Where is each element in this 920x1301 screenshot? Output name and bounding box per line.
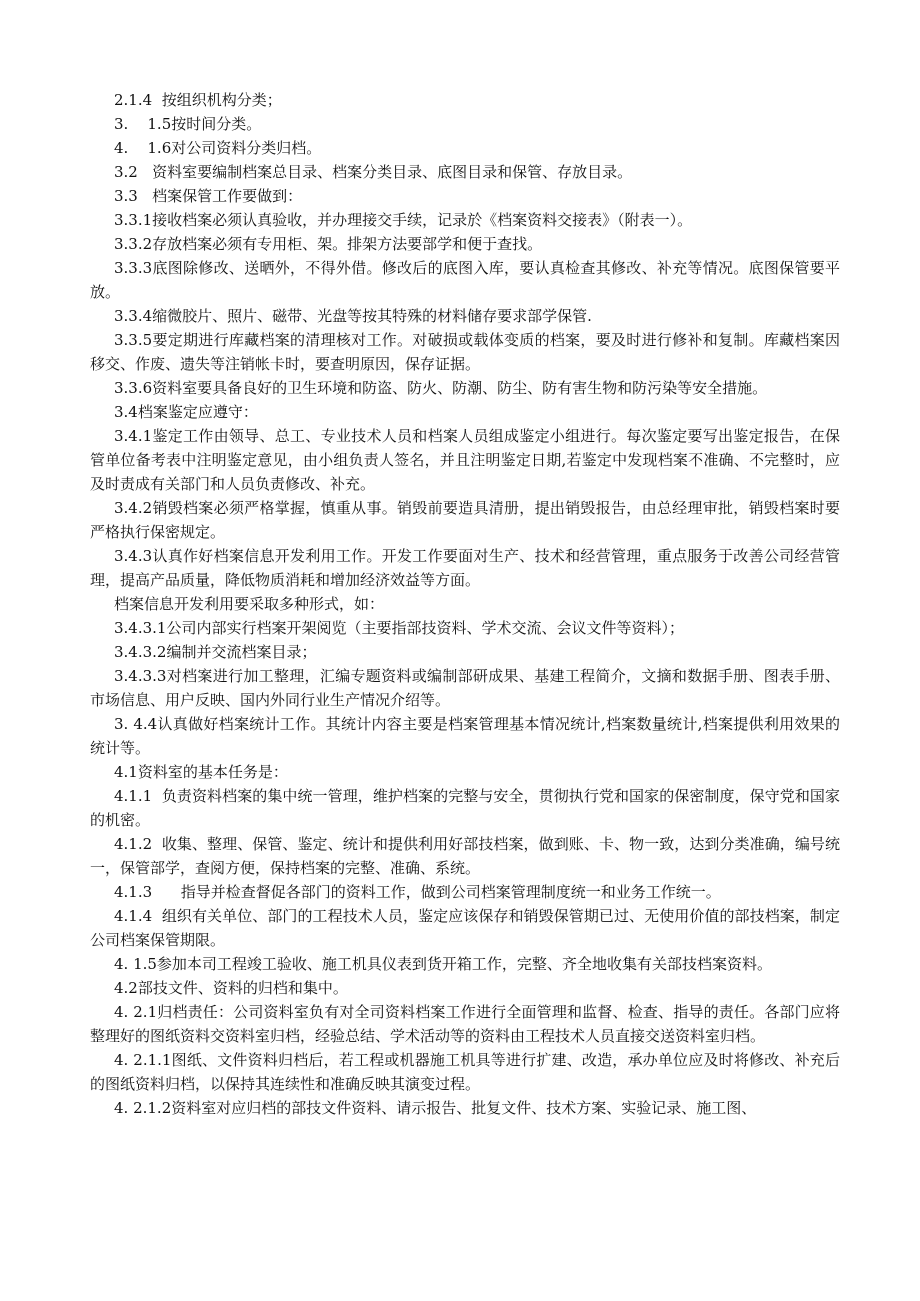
paragraph-28: 4. 2.1归档责任：公司资料室负有对全司资料档案工作进行全面管理和监督、检查、指导的责任。各部门应将整理好的图纸资料交资料室归档，经验总结、学术活动等的资料由工程技术人员直接交送资料室归档。: [90, 1003, 840, 1045]
paragraph-1: 2.1.4 按组织机构分类；: [114, 91, 282, 109]
paragraph-15: 3.4.3认真作好档案信息开发利用工作。开发工作要面对生产、技术和经营管理，重点服务于改善公司经营管理，提高产品质量，降低物质消耗和增加经济效益等方面。: [90, 547, 840, 589]
paragraph-10: 3.3.5要定期进行库藏档案的清理核对工作。对破损或载体变质的档案，要及时进行修补和复制。库藏档案因移交、作废、遗失等注销帐卡时，要查明原因，保存证据。: [90, 331, 840, 373]
paragraph-11: 3.3.6资料室要具备良好的卫生环境和防盗、防火、防潮、防尘、防有害生物和防污染等安全措施。: [114, 379, 768, 397]
paragraph-17: 3.4.3.1公司内部实行档案开架阅览（主要指部技资料、学术交流、会议文件等资料）；: [114, 619, 684, 637]
paragraph-12: 3.4档案鉴定应遵守：: [114, 403, 258, 421]
paragraph-29: 4. 2.1.1图纸、文件资料归档后，若工程或机器施工机具等进行扩建、改造，承办单位应及时将修改、补充后的图纸资料归档，以保持其连续性和准确反映其演变过程。: [90, 1051, 840, 1093]
paragraph-16: 档案信息开发利用要采取多种形式，如：: [114, 595, 385, 613]
paragraph-25: 4.1.4 组织有关单位、部门的工程技术人员，鉴定应该保存和销毁保管期已过、无使用价值的部技档案，制定公司档案保管期限。: [90, 907, 840, 949]
paragraph-30: 4. 2.1.2资料室对应归档的部技文件资料、请示报告、批复文件、技术方案、实验记录、施工图、: [114, 1099, 757, 1117]
paragraph-2: 3. 1.5按时间分类。: [114, 115, 262, 133]
paragraph-21: 4.1资料室的基本任务是：: [114, 763, 288, 781]
paragraph-3: 4. 1.6对公司资料分类归档。: [114, 139, 322, 157]
paragraph-5: 3.3 档案保管工作要做到：: [114, 187, 303, 205]
paragraph-23: 4.1.2 收集、整理、保管、鉴定、统计和提供利用好部技档案，做到账、卡、物一致，达到分类准确，编号统一，保管部学，查阅方便，保持档案的完整、准确、系统。: [90, 835, 840, 877]
paragraph-22: 4.1.1 负责资料档案的集中统一管理，维护档案的完整与安全，贯彻执行党和国家的保密制度，保守党和国家的机密。: [90, 787, 840, 829]
paragraph-13: 3.4.1鉴定工作由领导、总工、专业技术人员和档案人员组成鉴定小组进行。每次鉴定要写出鉴定报告，在保管单位备考表中注明鉴定意见，由小组负责人签名，并且注明鉴定日期,若鉴定中发现档案不准确、不完整时，应及时责成有关部门和人员负责修改、补充。: [90, 427, 840, 493]
paragraph-20: 3. 4.4认真做好档案统计工作。其统计内容主要是档案管理基本情况统计,档案数量统计,档案提供利用效果的统计等。: [90, 715, 840, 757]
paragraph-4: 3.2 资料室要编制档案总目录、档案分类目录、底图目录和保管、存放目录。: [114, 163, 633, 181]
document-body: [90, 88, 840, 1120]
paragraph-27: 4.2部技文件、资料的归档和集中。: [114, 979, 348, 997]
paragraph-7: 3.3.2存放档案必须有专用柜、架。排架方法要部学和便于查找。: [114, 235, 543, 253]
paragraph-24: 4.1.3 指导并检查督促各部门的资料工作，做到公司档案管理制度统一和业务工作统一。: [114, 883, 721, 901]
paragraph-9: 3.3.4缩微胶片、照片、磁带、光盘等按其特殊的材料储存要求部学保管.: [114, 307, 592, 325]
paragraph-26: 4. 1.5参加本司工程竣工验收、施工机具仪表到货开箱工作，完整、齐全地收集有关部技档案资料。: [114, 955, 772, 973]
paragraph-6: 3.3.1接收档案必须认真验收，并办理接交手续，记录於《档案资料交接表》（附表一）。: [114, 211, 693, 229]
paragraph-14: 3.4.2销毁档案必须严格掌握，慎重从事。销毁前要造具清册，提出销毁报告，由总经理审批，销毁档案时要严格执行保密规定。: [90, 499, 840, 541]
paragraph-19: 3.4.3.3对档案进行加工整理，汇编专题资料或编制部研成果、基建工程简介，文摘和数据手册、图表手册、市场信息、用户反映、国内外同行业生产情况介绍等。: [90, 667, 840, 709]
paragraph-8: 3.3.3底图除修改、送晒外，不得外借。修改后的底图入库，要认真检查其修改、补充等情况。底图保管要平放。: [90, 259, 840, 301]
paragraph-18: 3.4.3.2编制并交流档案目录；: [114, 643, 317, 661]
